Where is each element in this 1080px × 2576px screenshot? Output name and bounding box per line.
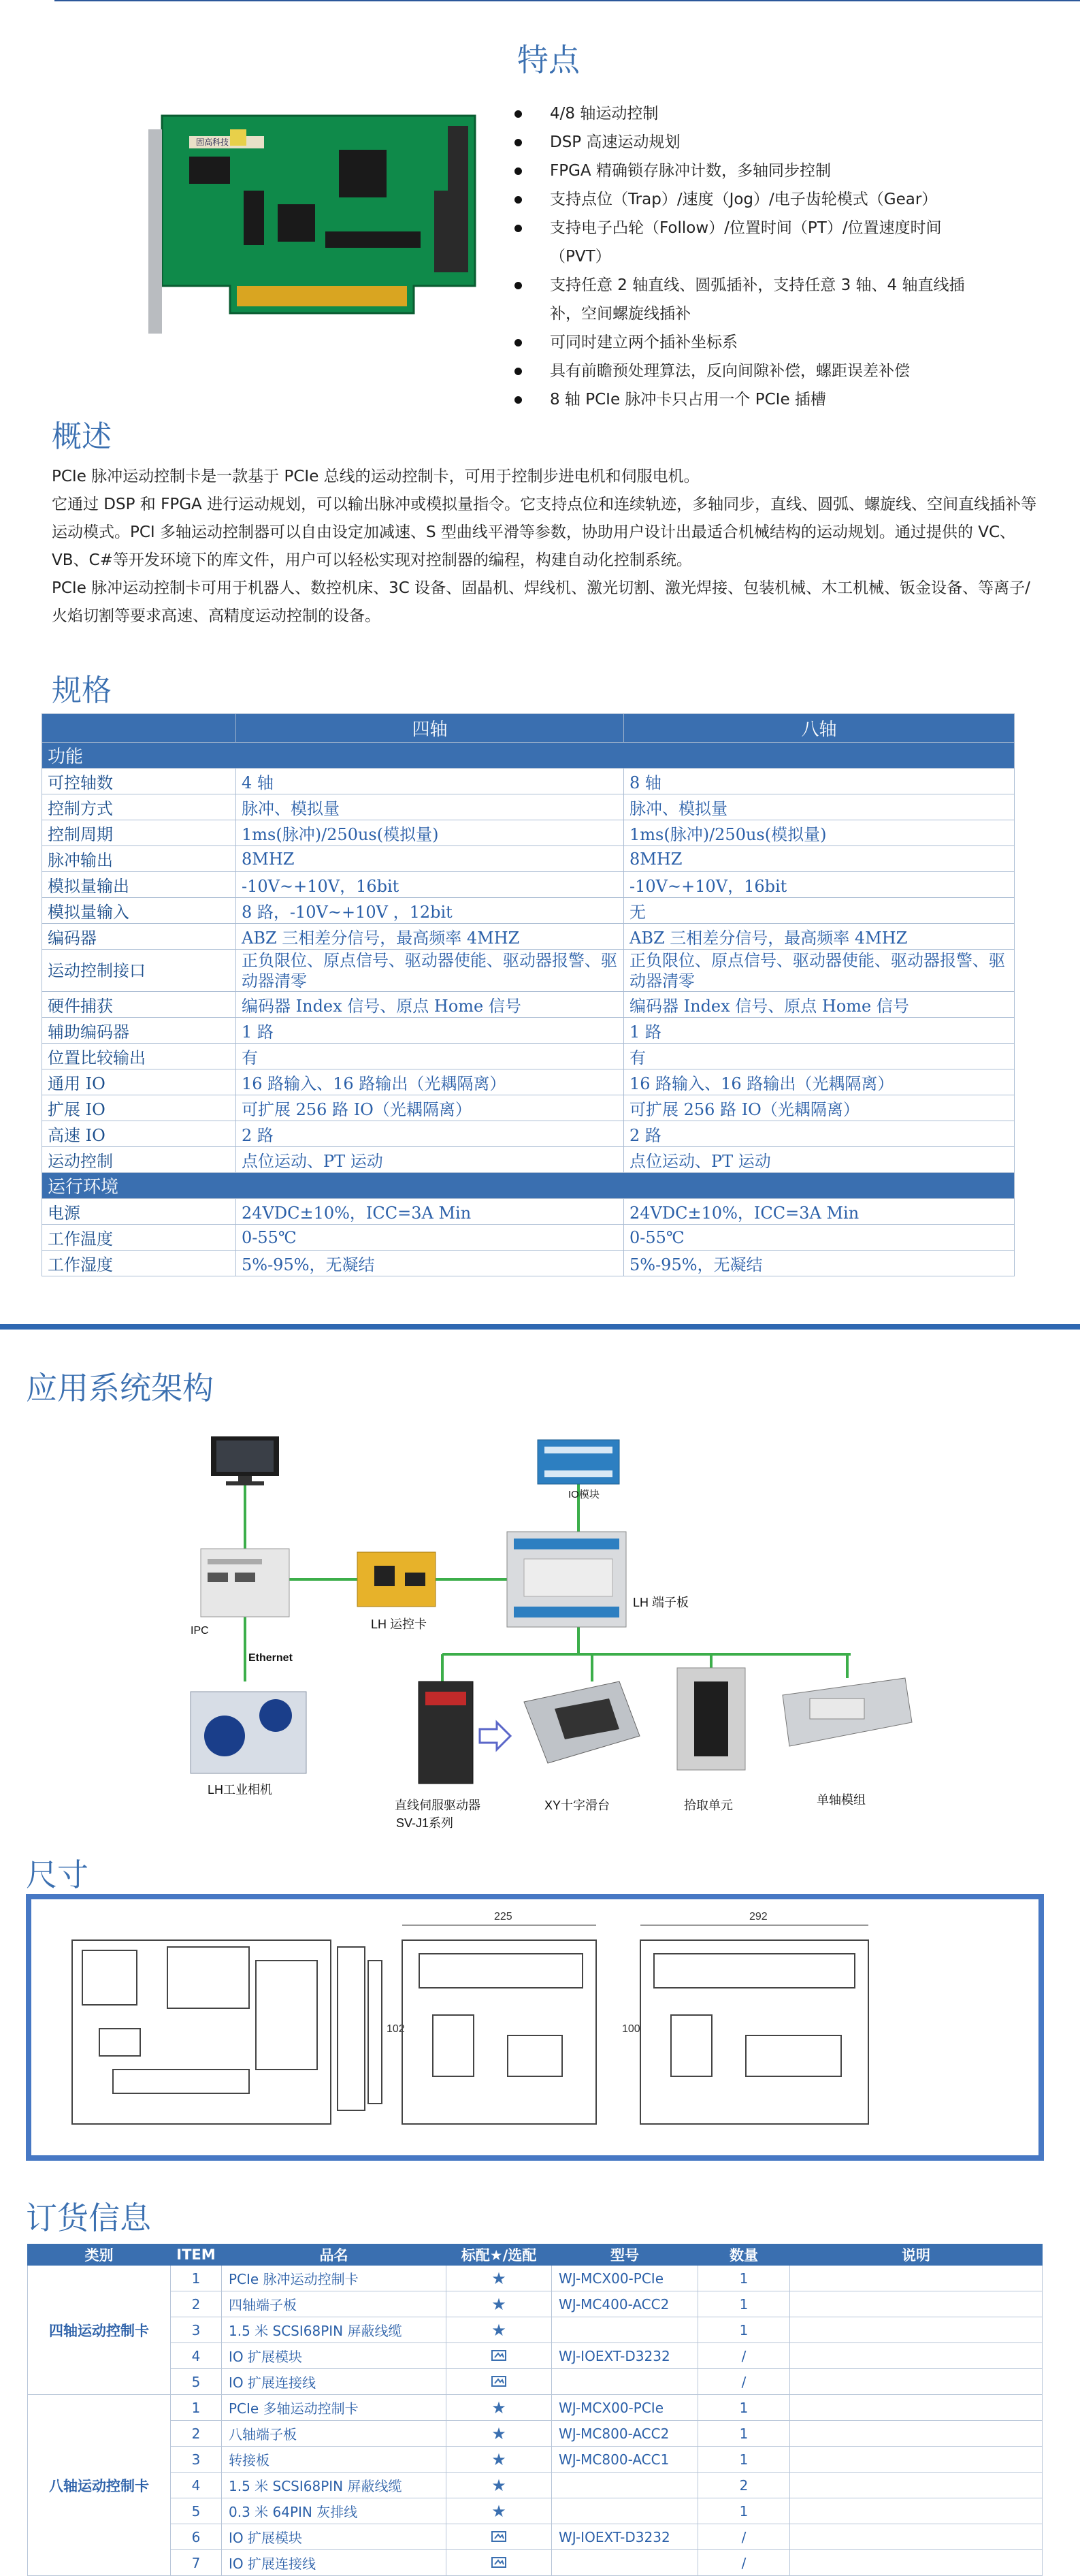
spec-value: 2 路 <box>624 1121 1015 1147</box>
spec-label: 高速 IO <box>42 1121 236 1147</box>
spec-row <box>42 769 1015 794</box>
order-name: IO 扩展连接线 <box>222 2369 446 2395</box>
order-model: WJ-MCX00-PCIe <box>552 2266 698 2291</box>
order-item: 3 <box>171 2317 222 2343</box>
spec-value: 16 路输入、16 路输出（光耦隔离） <box>236 1069 624 1095</box>
overview-title: 概述 <box>52 419 112 454</box>
spec-label: 电源 <box>42 1199 236 1225</box>
overview-paragraph: 它通过 DSP 和 FPGA 进行运动规划，可以输出脉冲或模拟量指令。它支持点位和连续轨迹，多轴同步，直线、圆弧、螺旋线、空间直线插补等运动模式。PCI 多轴运动控制器可以自由设定加减速、S 型曲线平滑等参数，协助用户设计出最适合机械结构的运动规划。通过提供的 VC、VB、C#等开发环境下的库文件，用户可以轻松实现对控制器的编程，构建自动化控制系统。 <box>52 496 1037 569</box>
spec-value: 8 路，-10V~+10V ，12bit <box>236 898 624 924</box>
order-model <box>552 2369 698 2395</box>
camera-icon <box>191 1692 306 1773</box>
card-drawing <box>72 1940 331 2124</box>
spec-title: 规格 <box>52 673 112 708</box>
spec-value: 无 <box>624 898 1015 924</box>
order-name: IO 扩展模块 <box>222 2343 446 2369</box>
spec-label: 运动控制接口 <box>42 950 236 992</box>
spec-row <box>42 950 1015 992</box>
spec-row <box>42 1121 1015 1147</box>
order-notes <box>790 2550 1043 2576</box>
standard-star-icon: ★ <box>446 2395 552 2421</box>
order-notes <box>790 2343 1043 2369</box>
order-header-type: 标配★/选配 <box>446 2244 552 2266</box>
order-row <box>28 2369 1043 2395</box>
order-notes <box>790 2291 1043 2317</box>
terminal4-drawing <box>402 1940 596 2124</box>
terminal8-drawing <box>640 1940 868 2124</box>
order-qty: 1 <box>698 2266 790 2291</box>
terminal-board-icon <box>507 1532 626 1627</box>
spec-value: 5%-95%，无凝结 <box>624 1251 1015 1276</box>
bracket-drawing <box>338 1947 382 2110</box>
spec-value: 有 <box>236 1044 624 1069</box>
spec-value: 1 路 <box>624 1018 1015 1044</box>
order-model: WJ-MC800-ACC2 <box>552 2421 698 2447</box>
order-item: 7 <box>171 2550 222 2576</box>
spec-value: 正负限位、原点信号、驱动器使能、驱动器报警、驱动器清零 <box>236 950 624 992</box>
spec-value: 1ms(脉冲)/250us(模拟量) <box>624 820 1015 846</box>
order-qty: 1 <box>698 2317 790 2343</box>
order-item: 2 <box>171 2291 222 2317</box>
spec-value: 0-55℃ <box>624 1225 1015 1251</box>
svg-text:102: 102 <box>387 2023 405 2035</box>
architecture-title: 应用系统架构 <box>26 1370 214 1406</box>
spec-row <box>42 872 1015 898</box>
optional-icon <box>446 2343 552 2369</box>
svg-text:100: 100 <box>622 2023 640 2035</box>
order-qty: 1 <box>698 2291 790 2317</box>
spec-row <box>42 794 1015 820</box>
order-notes <box>790 2266 1043 2291</box>
spec-label: 硬件捕获 <box>42 992 236 1018</box>
features-title: 特点 <box>517 42 580 78</box>
spec-label: 模拟量输入 <box>42 898 236 924</box>
order-row <box>28 2421 1043 2447</box>
pcie-board-image <box>148 109 489 340</box>
spec-value: 8MHZ <box>624 846 1015 872</box>
single-axis-icon <box>783 1678 912 1746</box>
order-item: 4 <box>171 2473 222 2498</box>
order-notes <box>790 2473 1043 2498</box>
spec-value: 可扩展 256 路 IO（光耦隔离） <box>624 1095 1015 1121</box>
overview-paragraph: PCIe 脉冲运动控制卡是一款基于 PCIe 总线的运动控制卡，可用于控制步进电机和伺服电机。 <box>52 468 700 485</box>
spec-value: 2 路 <box>236 1121 624 1147</box>
spec-value: 可扩展 256 路 IO（光耦隔离） <box>236 1095 624 1121</box>
order-qty: / <box>698 2524 790 2550</box>
standard-star-icon: ★ <box>446 2291 552 2317</box>
order-notes <box>790 2524 1043 2550</box>
feature-item: 可同时建立两个插补坐标系 <box>512 328 988 357</box>
feature-item: FPGA 精确锁存脉冲计数，多轴同步控制 <box>512 157 988 185</box>
order-item: 1 <box>171 2395 222 2421</box>
spec-label: 控制方式 <box>42 794 236 820</box>
spec-row <box>42 1147 1015 1173</box>
spec-label: 运动控制 <box>42 1147 236 1173</box>
spec-value: 脉冲、模拟量 <box>236 794 624 820</box>
order-row <box>28 2550 1043 2576</box>
order-model <box>552 2498 698 2524</box>
order-row <box>28 2524 1043 2550</box>
order-qty: 1 <box>698 2421 790 2447</box>
order-qty: / <box>698 2369 790 2395</box>
pick-unit-icon <box>677 1668 745 1770</box>
spec-row <box>42 1251 1015 1276</box>
spec-value: ABZ 三相差分信号，最高频率 4MHZ <box>624 924 1015 950</box>
spec-header-8axis: 八轴 <box>624 714 1015 743</box>
order-title: 订货信息 <box>26 2200 151 2236</box>
order-row <box>28 2395 1043 2421</box>
spec-value: 1ms(脉冲)/250us(模拟量) <box>236 820 624 846</box>
spec-value: 脉冲、模拟量 <box>624 794 1015 820</box>
order-name: 1.5 米 SCSI68PIN 屏蔽线缆 <box>222 2317 446 2343</box>
order-row <box>28 2343 1043 2369</box>
order-qty: / <box>698 2343 790 2369</box>
order-qty: 1 <box>698 2498 790 2524</box>
order-qty: 1 <box>698 2447 790 2473</box>
spec-row <box>42 820 1015 846</box>
dimensions-frame <box>26 1894 1044 2161</box>
order-row <box>28 2317 1043 2343</box>
spec-label: 模拟量输出 <box>42 872 236 898</box>
standard-star-icon: ★ <box>446 2498 552 2524</box>
order-model: WJ-IOEXT-D3232 <box>552 2524 698 2550</box>
monitor-icon <box>211 1436 279 1485</box>
io-module-icon <box>538 1440 619 1484</box>
order-header-item: ITEM <box>171 2244 222 2266</box>
features-list <box>512 99 988 414</box>
order-item: 5 <box>171 2369 222 2395</box>
spec-row <box>42 924 1015 950</box>
spec-label: 通用 IO <box>42 1069 236 1095</box>
spec-row <box>42 992 1015 1018</box>
order-model <box>552 2317 698 2343</box>
dimension-drawings <box>31 1899 1038 2155</box>
svg-text:225: 225 <box>494 1911 512 1922</box>
spec-value: 4 轴 <box>236 769 624 794</box>
optional-icon <box>446 2524 552 2550</box>
order-row <box>28 2447 1043 2473</box>
order-header-name: 品名 <box>222 2244 446 2266</box>
spec-row <box>42 898 1015 924</box>
svg-text:LH 端子板: LH 端子板 <box>633 1596 689 1609</box>
svg-text:直线伺服驱动器: 直线伺服驱动器 <box>395 1799 480 1812</box>
order-model: WJ-IOEXT-D3232 <box>552 2343 698 2369</box>
dimensions-title: 尺寸 <box>26 1856 88 1893</box>
spec-row <box>42 1225 1015 1251</box>
spec-row <box>42 1069 1015 1095</box>
order-model: WJ-MC400-ACC2 <box>552 2291 698 2317</box>
svg-text:IPC: IPC <box>191 1625 209 1637</box>
spec-value: 有 <box>624 1044 1015 1069</box>
spec-label: 位置比较输出 <box>42 1044 236 1069</box>
order-row <box>28 2266 1043 2291</box>
order-notes <box>790 2369 1043 2395</box>
board-logo: 固高科技 <box>196 138 229 147</box>
motion-card-icon <box>357 1552 436 1607</box>
spec-label: 控制周期 <box>42 820 236 846</box>
order-notes <box>790 2447 1043 2473</box>
order-qty: / <box>698 2550 790 2576</box>
order-item: 5 <box>171 2498 222 2524</box>
order-qty: 2 <box>698 2473 790 2498</box>
spec-value: 5%-95%，无凝结 <box>236 1251 624 1276</box>
order-row <box>28 2498 1043 2524</box>
spec-label: 工作湿度 <box>42 1251 236 1276</box>
feature-item: 8 轴 PCIe 脉冲卡只占用一个 PCIe 插槽 <box>512 385 988 414</box>
order-model: WJ-MCX00-PCIe <box>552 2395 698 2421</box>
standard-star-icon: ★ <box>446 2473 552 2498</box>
section-separator <box>0 1324 1080 1330</box>
order-header-notes: 说明 <box>790 2244 1043 2266</box>
xy-stage-icon <box>524 1681 640 1763</box>
order-item: 3 <box>171 2447 222 2473</box>
feature-item: 具有前瞻预处理算法，反向间隙补偿，螺距误差补偿 <box>512 357 988 385</box>
order-model <box>552 2550 698 2576</box>
overview-paragraph: PCIe 脉冲运动控制卡可用于机器人、数控机床、3C 设备、固晶机、焊线机、激光切割、激光焊接、包装机械、木工机械、钣金设备、等离子/火焰切割等要求高速、高精度运动控制的设备。 <box>52 579 1030 625</box>
spec-table <box>42 713 1015 1276</box>
standard-star-icon: ★ <box>446 2266 552 2291</box>
order-notes <box>790 2498 1043 2524</box>
order-notes <box>790 2421 1043 2447</box>
order-model <box>552 2473 698 2498</box>
optional-icon <box>446 2369 552 2395</box>
spec-value: 16 路输入、16 路输出（光耦隔离） <box>624 1069 1015 1095</box>
spec-group-label: 运行环境 <box>42 1173 1015 1199</box>
spec-row <box>42 1199 1015 1225</box>
order-row <box>28 2473 1043 2498</box>
order-header-model: 型号 <box>552 2244 698 2266</box>
order-item: 1 <box>171 2266 222 2291</box>
order-item: 4 <box>171 2343 222 2369</box>
svg-text:LH 运控卡: LH 运控卡 <box>371 1617 427 1631</box>
order-row <box>28 2291 1043 2317</box>
order-name: 四轴端子板 <box>222 2291 446 2317</box>
top-rule <box>54 0 1080 1</box>
order-item: 6 <box>171 2524 222 2550</box>
spec-label: 脉冲输出 <box>42 846 236 872</box>
order-category: 八轴运动控制卡 <box>28 2395 171 2576</box>
spec-row <box>42 1044 1015 1069</box>
order-name: 八轴端子板 <box>222 2421 446 2447</box>
feature-item: 4/8 轴运动控制 <box>512 99 988 128</box>
order-category: 四轴运动控制卡 <box>28 2266 171 2395</box>
order-qty: 1 <box>698 2395 790 2421</box>
spec-row <box>42 846 1015 872</box>
spec-value: 1 路 <box>236 1018 624 1044</box>
order-model: WJ-MC800-ACC1 <box>552 2447 698 2473</box>
feature-item: 支持点位（Trap）/速度（Jog）/电子齿轮模式（Gear） <box>512 185 988 214</box>
spec-row <box>42 1095 1015 1121</box>
svg-text:SV-J1系列: SV-J1系列 <box>396 1816 454 1830</box>
standard-star-icon: ★ <box>446 2447 552 2473</box>
feature-item: 支持任意 2 轴直线、圆弧插补，支持任意 3 轴、4 轴直线插补，空间螺旋线插补 <box>512 271 988 328</box>
order-item: 2 <box>171 2421 222 2447</box>
svg-text:XY十字滑台: XY十字滑台 <box>544 1799 610 1812</box>
svg-text:LH工业相机: LH工业相机 <box>208 1783 273 1797</box>
standard-star-icon: ★ <box>446 2421 552 2447</box>
spec-group-row <box>42 743 1015 769</box>
svg-text:单轴模组: 单轴模组 <box>817 1793 866 1807</box>
spec-label: 工作温度 <box>42 1225 236 1251</box>
spec-value: 编码器 Index 信号、原点 Home 信号 <box>624 992 1015 1018</box>
spec-label: 辅助编码器 <box>42 1018 236 1044</box>
order-header-qty: 数量 <box>698 2244 790 2266</box>
spec-value: 正负限位、原点信号、驱动器使能、驱动器报警、驱动器清零 <box>624 950 1015 992</box>
architecture-diagram <box>170 1436 919 1838</box>
spec-label: 扩展 IO <box>42 1095 236 1121</box>
order-name: PCIe 多轴运动控制卡 <box>222 2395 446 2421</box>
order-name: 0.3 米 64PIN 灰排线 <box>222 2498 446 2524</box>
spec-label: 编码器 <box>42 924 236 950</box>
svg-text:拾取单元: 拾取单元 <box>684 1799 733 1812</box>
order-name: PCIe 脉冲运动控制卡 <box>222 2266 446 2291</box>
order-name: IO 扩展模块 <box>222 2524 446 2550</box>
spec-label: 可控轴数 <box>42 769 236 794</box>
svg-text:292: 292 <box>749 1911 768 1922</box>
order-notes <box>790 2395 1043 2421</box>
spec-header-blank <box>42 714 236 743</box>
spec-value: 8MHZ <box>236 846 624 872</box>
spec-header-4axis: 四轴 <box>236 714 624 743</box>
spec-value: ABZ 三相差分信号，最高频率 4MHZ <box>236 924 624 950</box>
ipc-icon <box>201 1549 289 1617</box>
spec-value: -10V~+10V，16bit <box>624 872 1015 898</box>
order-name: IO 扩展连接线 <box>222 2550 446 2576</box>
feature-item: 支持电子凸轮（Follow）/位置时间（PT）/位置速度时间（PVT） <box>512 214 988 271</box>
order-name: 1.5 米 SCSI68PIN 屏蔽线缆 <box>222 2473 446 2498</box>
order-name: 转接板 <box>222 2447 446 2473</box>
spec-group-label: 功能 <box>42 743 1015 769</box>
svg-text:IO模块: IO模块 <box>568 1489 600 1500</box>
order-table <box>27 2244 1043 2576</box>
optional-icon <box>446 2550 552 2576</box>
order-header-category: 类别 <box>28 2244 171 2266</box>
spec-value: 0-55℃ <box>236 1225 624 1251</box>
spec-value: 点位运动、PT 运动 <box>236 1147 624 1173</box>
spec-value: 8 轴 <box>624 769 1015 794</box>
spec-value: -10V~+10V，16bit <box>236 872 624 898</box>
spec-row <box>42 1018 1015 1044</box>
order-notes <box>790 2317 1043 2343</box>
overview-body <box>52 463 1045 630</box>
spec-value: 编码器 Index 信号、原点 Home 信号 <box>236 992 624 1018</box>
standard-star-icon: ★ <box>446 2317 552 2343</box>
svg-text:Ethernet: Ethernet <box>248 1652 293 1664</box>
spec-value: 24VDC±10%，ICC=3A Min <box>236 1199 624 1225</box>
spec-value: 24VDC±10%，ICC=3A Min <box>624 1199 1015 1225</box>
feature-item: DSP 高速运动规划 <box>512 128 988 157</box>
spec-value: 点位运动、PT 运动 <box>624 1147 1015 1173</box>
servo-drive-icon <box>419 1681 473 1784</box>
spec-group-row <box>42 1173 1015 1199</box>
